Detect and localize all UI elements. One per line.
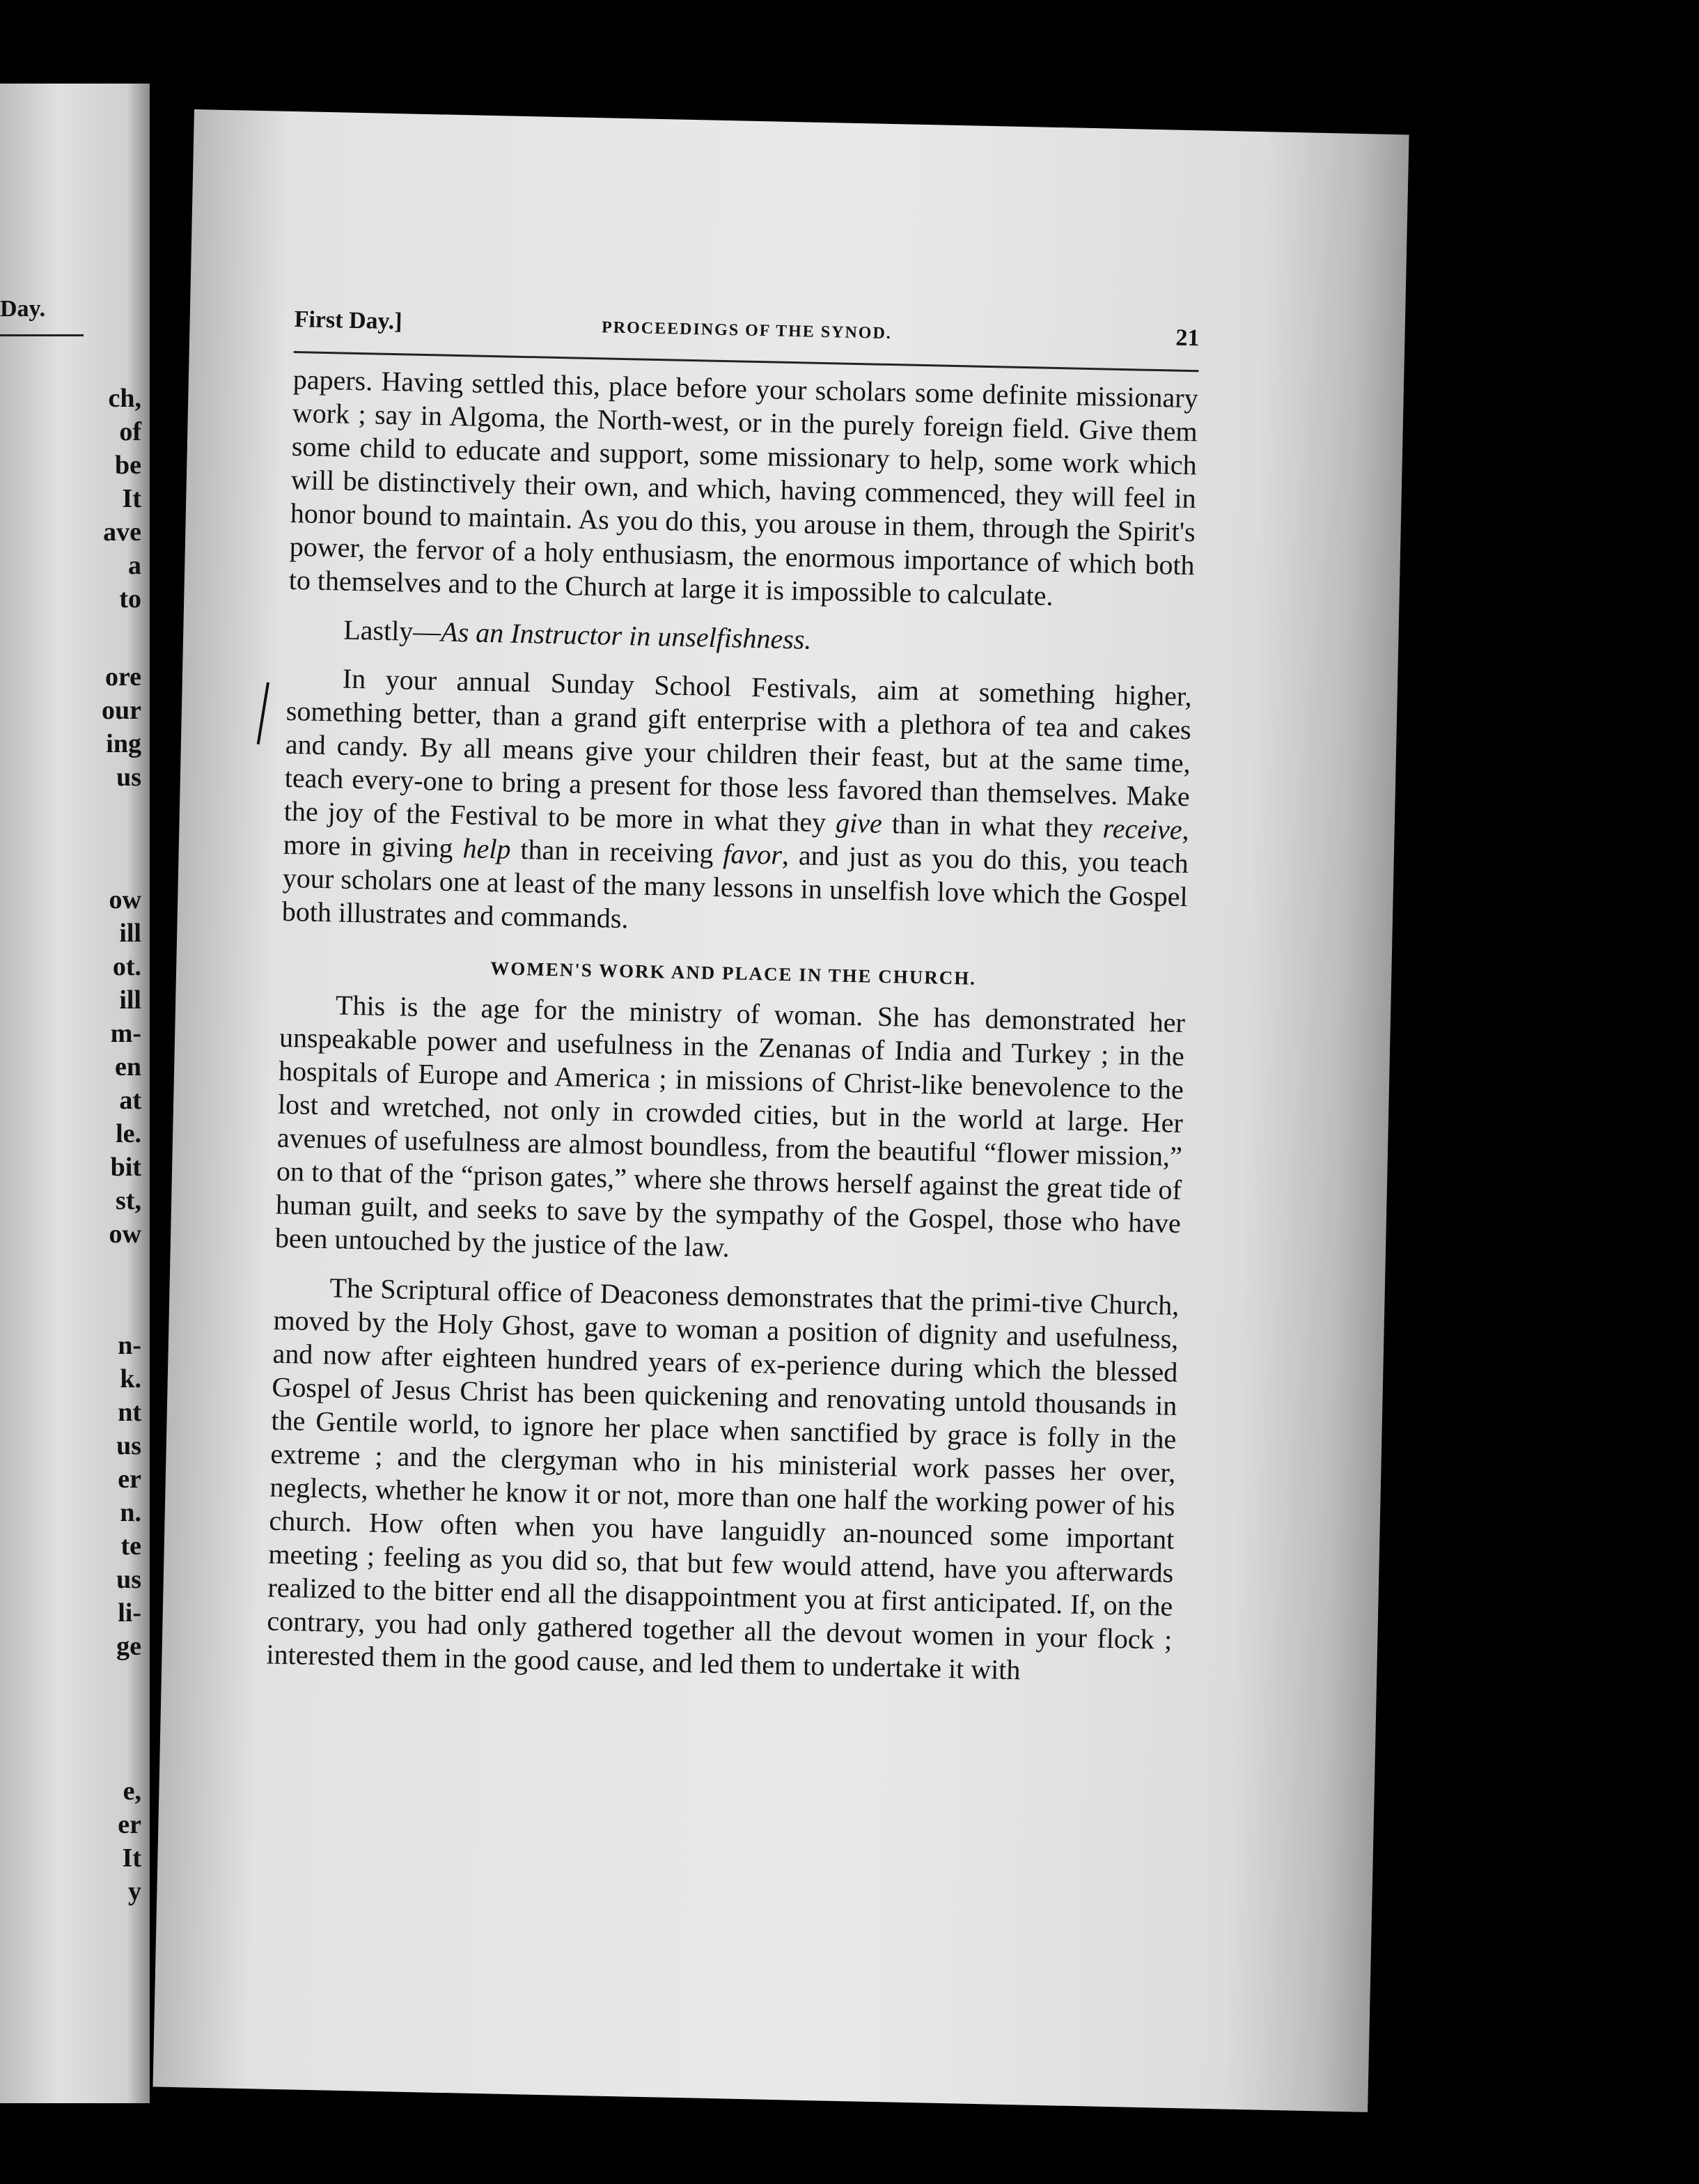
running-head xyxy=(294,306,1200,367)
previous-page-line-fragment: be xyxy=(115,451,141,480)
previous-page-line-fragment: li- xyxy=(118,1598,141,1628)
previous-page-line-fragment: us xyxy=(116,1565,141,1594)
page-number: 21 xyxy=(1175,325,1200,352)
paragraph-festivals xyxy=(281,661,1192,947)
previous-page-line-fragment: ill xyxy=(119,919,141,948)
section-heading: WOMEN'S WORK AND PLACE IN THE CHURCH. xyxy=(490,958,977,989)
festivals-text-5: , and just as you do this, you teach your scholars one at least of the many lessons in unselfish love which the Gospel both illustrates and commands. xyxy=(281,838,1189,935)
previous-page-line-fragment: bit xyxy=(110,1153,141,1182)
previous-page-line-fragment: a xyxy=(128,551,141,580)
paragraph-missionary-work: papers. Having settled this, place before your scholars some definite missionary work ; say in Algoma, the North-west, or in the purely foreign field. Give them some child to educate and support, some missionary to help, some work which will be distinctively their own, and which, having commenced, they will feel in honor bound to maintain. As you do this, you arouse in them, through the Spirit's power, the fervor of a holy enthusiasm, the enormous importance of which both to themselves and to the Church at large it is impossible to calculate. xyxy=(288,364,1199,611)
festivals-text-4: than in receiving xyxy=(510,833,724,870)
previous-page-line-fragment: It xyxy=(122,1843,141,1873)
previous-page-line-fragment: ill xyxy=(119,985,141,1015)
previous-page-line-fragment: n- xyxy=(118,1331,141,1360)
festivals-receive: receive xyxy=(1102,812,1183,845)
previous-page-line-fragment: ow xyxy=(109,885,141,914)
festivals-text-3: , more in giving xyxy=(283,813,1190,864)
page-content xyxy=(266,306,1200,1690)
pencil-margin-mark xyxy=(257,682,269,744)
previous-page-line-fragment: ing xyxy=(106,729,141,758)
previous-page-header: Day. xyxy=(0,296,46,322)
previous-page-line-fragment: us xyxy=(116,763,141,792)
previous-page-rule xyxy=(0,334,84,336)
previous-page-line-fragment: our xyxy=(102,696,141,725)
festivals-text-1: In your annual Sunday School Festivals, aim at something higher, something better, than a grand gift enterprise with a plethora of tea and cakes and candy. By all means give your children their feast, but at the same time, teach every-one to bring a present for those less favored than themselves. Make the joy of the Festival to be more in what they xyxy=(283,662,1193,838)
running-head-left: First Day.] xyxy=(294,306,402,335)
previous-page-line-fragment: te xyxy=(120,1531,141,1561)
previous-page-line-fragment: nt xyxy=(118,1398,141,1427)
previous-page-line-fragment: ow xyxy=(109,1219,141,1249)
previous-page-line-fragment: n. xyxy=(120,1498,141,1527)
lastly-lead: Lastly— xyxy=(343,614,441,648)
previous-page-line-fragment: at xyxy=(119,1086,141,1115)
lastly-italic: As an Instructor in unselfishness. xyxy=(440,616,812,655)
previous-page-line-fragment: ge xyxy=(116,1632,141,1661)
previous-page-edge xyxy=(0,84,150,2103)
paragraph-ministry-of-woman: This is the age for the ministry of woman. She has demonstrated her unspeakable power and usefulness in the Zenanas of India and Turkey ; in the hospitals of Europe and America ; in missions of Christ-like benevolence to the lost and wretched, not only in crowded cities, but in the world at large. Her avenues of usefulness are almost boundless, from the beautiful “flower mission,” on to that of the “prison gates,” where she throws herself against the great tide of human guilt, and seeks to save by the sympathy of the Gospel, those who have been untouched by the justice of the law. xyxy=(274,989,1186,1263)
previous-page-line-fragment: le. xyxy=(116,1119,141,1148)
previous-page-line-fragment: en xyxy=(115,1052,141,1082)
previous-page-line-fragment: m- xyxy=(110,1019,141,1048)
previous-page-line-fragment: ot. xyxy=(112,952,141,981)
book-page xyxy=(153,109,1409,2112)
previous-page-line-fragment: e, xyxy=(123,1777,141,1806)
festivals-text-2: than in what they xyxy=(882,807,1104,844)
previous-page-line-fragment: It xyxy=(122,484,141,513)
previous-page-line-fragment: of xyxy=(119,417,141,446)
festivals-help: help xyxy=(462,832,511,865)
paragraph-deaconess: The Scriptural office of Deaconess demonstrates that the primi-tive Church, moved by the Holy Ghost, gave to woman a position of dignity and usefulness, and now after eighteen hundred years of ex-perience during which the blessed Gospel of Jesus Christ has been quickening and renovating untold thousands in the Gentile world, to ignore her place when sanctified by grace is folly in the extreme ; and the clergyman who in his ministerial work passes her over, neglects, whether he know it or not, more than one half the working power of his church. How often when you have languidly an-nounced some important meeting ; feeling as you did so, that but few would attend, have you afterwards realized to the bitter end all the disappointment you at first anticipated. If, on the contrary, you had only gathered together all the devout women in your flock ; interested them in the good cause, and led them to undertake it with xyxy=(266,1272,1180,1686)
previous-page-line-fragment: er xyxy=(118,1465,141,1494)
previous-page-line-fragment: us xyxy=(116,1431,141,1460)
previous-page-line-fragment: ore xyxy=(104,662,141,692)
previous-page-line-fragment: k. xyxy=(120,1364,141,1394)
previous-page-line-fragment: st, xyxy=(116,1186,141,1215)
festivals-give: give xyxy=(835,806,883,839)
previous-page-line-fragment: er xyxy=(118,1810,141,1839)
previous-page-line-fragment: to xyxy=(119,584,141,614)
previous-page-line-fragment: ave xyxy=(103,517,141,547)
previous-page-line-fragment: y xyxy=(128,1877,141,1906)
festivals-favor: favor xyxy=(723,838,783,871)
running-head-title: PROCEEDINGS OF THE SYNOD. xyxy=(601,318,893,343)
previous-page-line-fragment: ch, xyxy=(108,384,141,413)
